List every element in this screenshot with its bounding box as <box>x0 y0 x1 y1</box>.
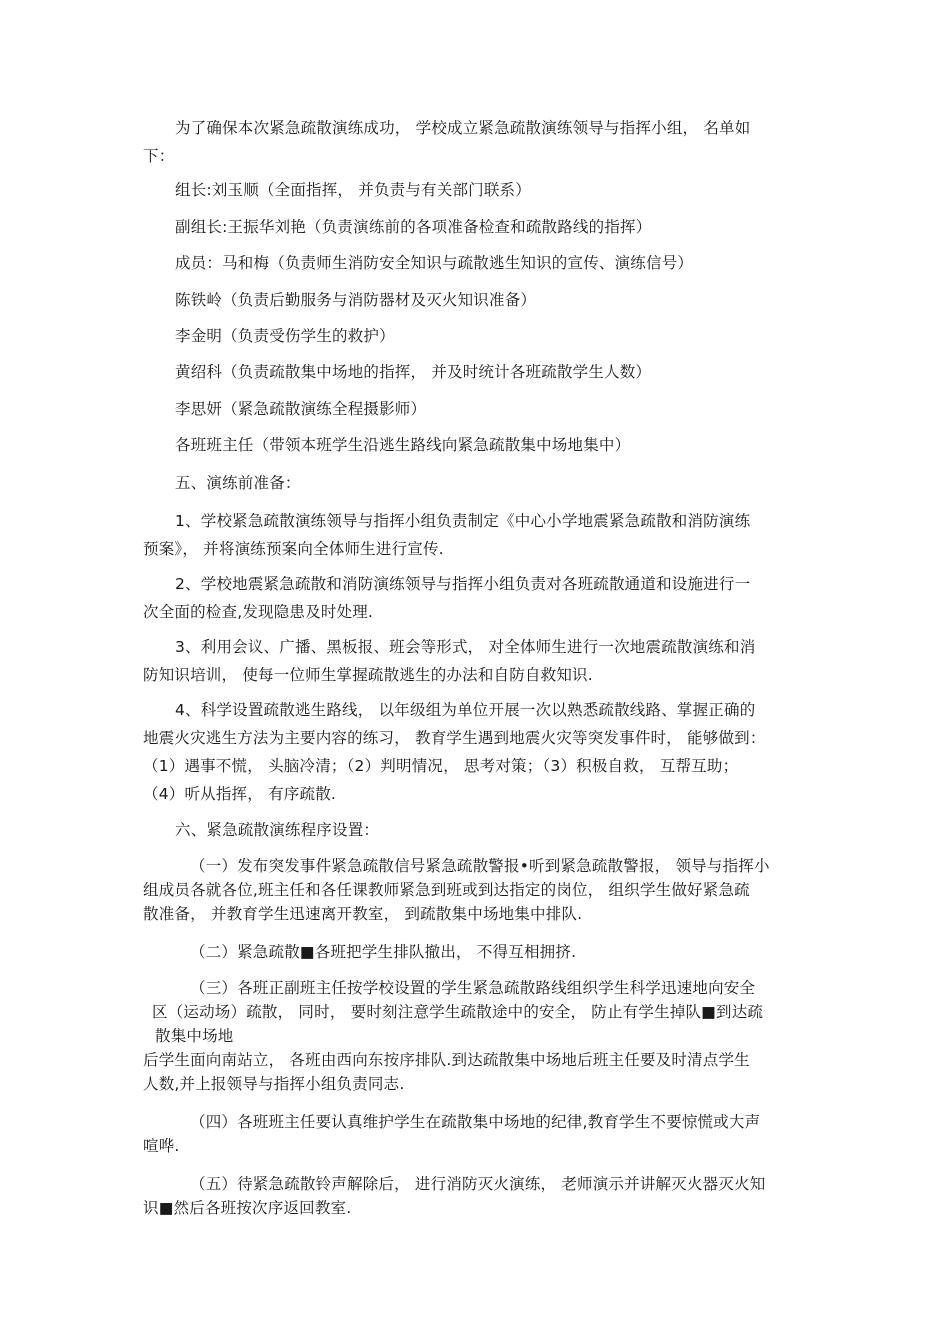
section6-step1-line1: （一）发布突发事件紧急疏散信号紧急疏散警报•听到紧急疏散警报， 领导与指挥小 <box>190 857 770 875</box>
member-li-jinming: 李金明（负责受伤学生的救护） <box>175 327 395 345</box>
section6-step3-line4: 后学生面向南站立， 各班由西向东按序排队.到达疏散集中场地后班主任要及时清点学生 <box>143 1051 750 1069</box>
section6-step1-line3: 散准备， 并教育学生迅速离开教室， 到疏散集中场地集中排队. <box>143 905 583 923</box>
section6-step5-line1: （五）待紧急疏散铃声解除后， 进行消防灭火演练， 老师演示并讲解灭火器灭火知 <box>190 1175 766 1193</box>
section5-item4-line4: （4）听从指挥， 有序疏散. <box>143 785 337 803</box>
section6-step5-line2: 识■然后各班按次序返回教室. <box>143 1199 352 1217</box>
member-li-siyan: 李思妍（紧急疏散演练全程摄影师） <box>175 400 427 418</box>
section5-item2-line2: 次全面的检查,发现隐患及时处理. <box>143 603 374 621</box>
section5-item4-line2: 地震火灾逃生方法为主要内容的练习， 教育学生遇到地震火灾等突发事件时， 能够做到： <box>143 729 766 747</box>
member-class-teachers: 各班班主任（带领本班学生沿逃生路线向紧急疏散集中场地集中） <box>175 436 631 454</box>
section5-item3-line1: 3、利用会议、广播、黑板报、班会等形式， 对全体师生进行一次地震疏散演练和消 <box>175 638 756 656</box>
member-ma: 成员：马和梅（负责师生消防安全知识与疏散逃生知识的宣传、演练信号） <box>175 254 694 272</box>
member-deputy-leader: 副组长:王振华刘艳（负责演练前的各项准备检查和疏散路线的指挥） <box>175 218 652 236</box>
section5-item1-line2: 预案》， 并将演练预案向全体师生进行宣传. <box>143 540 444 558</box>
section5-item2-line1: 2、学校地震紧急疏散和消防演练领导与指挥小组负责对各班疏散通道和设施进行一 <box>175 575 751 593</box>
section5-heading: 五、演练前准备： <box>175 474 301 492</box>
section5-item4-line1: 4、科学设置疏散逃生路线， 以年级组为单位开展一次以熟悉疏散线路、掌握正确的 <box>175 701 756 719</box>
section6-step2-line1: （二）紧急疏散■各班把学生排队撤出， 不得互相拥挤. <box>190 943 577 961</box>
section6-step4-line2: 喧哗. <box>143 1137 180 1155</box>
section5-item1-line1: 1、学校紧急疏散演练领导与指挥小组负责制定《中心小学地震紧急疏散和消防演练 <box>175 512 751 530</box>
section6-step3-line3: 散集中场地 <box>155 1027 234 1045</box>
section6-heading: 六、紧急疏散演练程序设置： <box>175 821 380 839</box>
section6-step3-line1: （三）各班正副班主任按学校设置的学生紧急疏散路线组织学生科学迅速地向安全 <box>190 979 756 997</box>
intro-line-1: 为了确保本次紧急疏散演练成功， 学校成立紧急疏散演练领导与指挥小组， 名单如 <box>175 119 751 137</box>
section6-step4-line1: （四）各班班主任要认真维护学生在疏散集中场地的纪律,教育学生不要惊慌或大声 <box>190 1113 761 1131</box>
member-leader: 组长:刘玉顺（全面指挥， 并负责与有关部门联系） <box>175 181 531 199</box>
member-chen: 陈铁岭（负责后勤服务与消防器材及灭火知识准备） <box>175 291 537 309</box>
section5-item3-line2: 防知识培训， 使每一位师生掌握疏散逃生的办法和自防自救知识. <box>143 666 593 684</box>
section6-step3-line5: 人数,并上报领导与指挥小组负责同志. <box>143 1075 405 1093</box>
section6-step1-line2: 组成员各就各位,班主任和各任课教师紧急到班或到达指定的岗位， 组织学生做好紧急疏 <box>143 881 750 899</box>
member-huang: 黄绍科（负责疏散集中场地的指挥， 并及时统计各班疏散学生人数） <box>175 363 652 381</box>
intro-line-2: 下： <box>143 147 175 165</box>
section5-item4-line3: （1）遇事不慌， 头脑冷清；（2）判明情况， 思考对策；（3）积极自救， 互帮互助； <box>143 757 739 775</box>
section6-step3-line2: 区（运动场）疏散， 同时， 要时刻注意学生疏散途中的安全， 防止有学生掉队■到达疏 <box>152 1003 764 1021</box>
